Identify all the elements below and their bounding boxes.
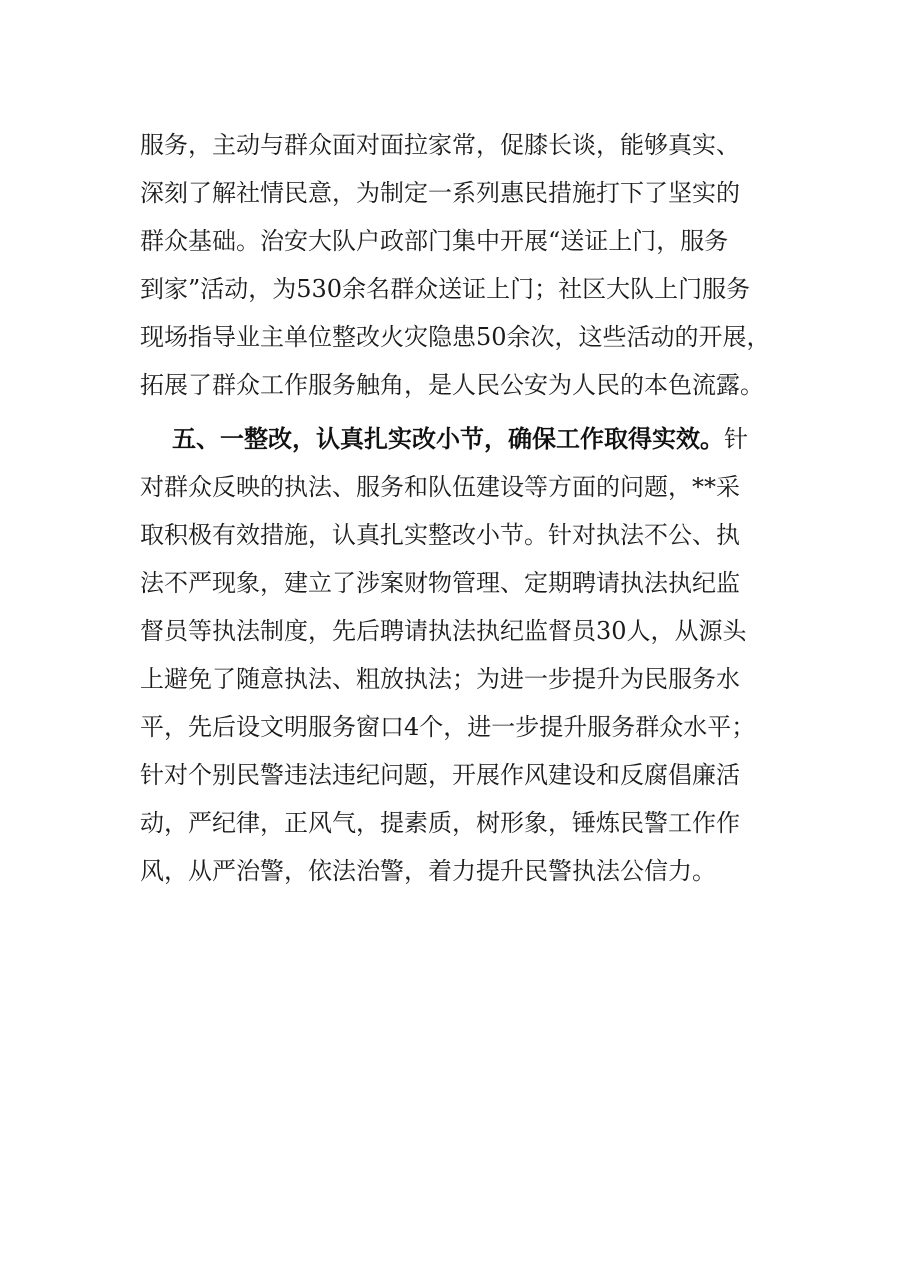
text-line: 对群众反映的执法、服务和队伍建设等方面的问题，**采 [140, 473, 740, 501]
text-line: 针对个别民警违法违纪问题，开展作风建设和反腐倡廉活 [140, 761, 740, 789]
text-line: 风，从严治警，依法治警，着力提升民警执法公信力。 [140, 857, 716, 885]
text-line: 上避免了随意执法、粗放执法；为进一步提升为民服务水 [140, 665, 740, 693]
text-line: 法不严现象，建立了涉案财物管理、定期聘请执法执纪监 [140, 569, 740, 597]
text-line: 动，严纪律，正风气，提素质，树形象，锤炼民警工作作 [140, 809, 740, 837]
text-line: 服务，主动与群众面对面拉家常，促膝长谈，能够真实、 [140, 131, 740, 159]
text-line: 取积极有效措施，认真扎实整改小节。针对执法不公、执 [140, 521, 740, 549]
section-heading-line [172, 424, 748, 454]
text-line: 深刻了解社情民意，为制定一系列惠民措施打下了坚实的 [140, 179, 740, 207]
text-line: 到家”活动，为530余名群众送证上门；社区大队上门服务 [140, 275, 751, 303]
text-line: 群众基础。治安大队户政部门集中开展“送证上门，服务 [140, 227, 729, 255]
text-line: 平，先后设文明服务窗口4个，进一步提升服务群众水平； [140, 713, 756, 741]
text-line: 督员等执法制度，先后聘请执法执纪监督员30人，从源头 [140, 617, 747, 645]
section-heading: 五、一整改，认真扎实改小节，确保工作取得实效。 [172, 424, 724, 453]
text-line: 现场指导业主单位整改火灾隐患50余次，这些活动的开展， [140, 323, 771, 351]
heading-line-continuation: 针 [724, 425, 748, 453]
text-line: 拓展了群众工作服务触角，是人民公安为人民的本色流露。 [140, 371, 764, 399]
